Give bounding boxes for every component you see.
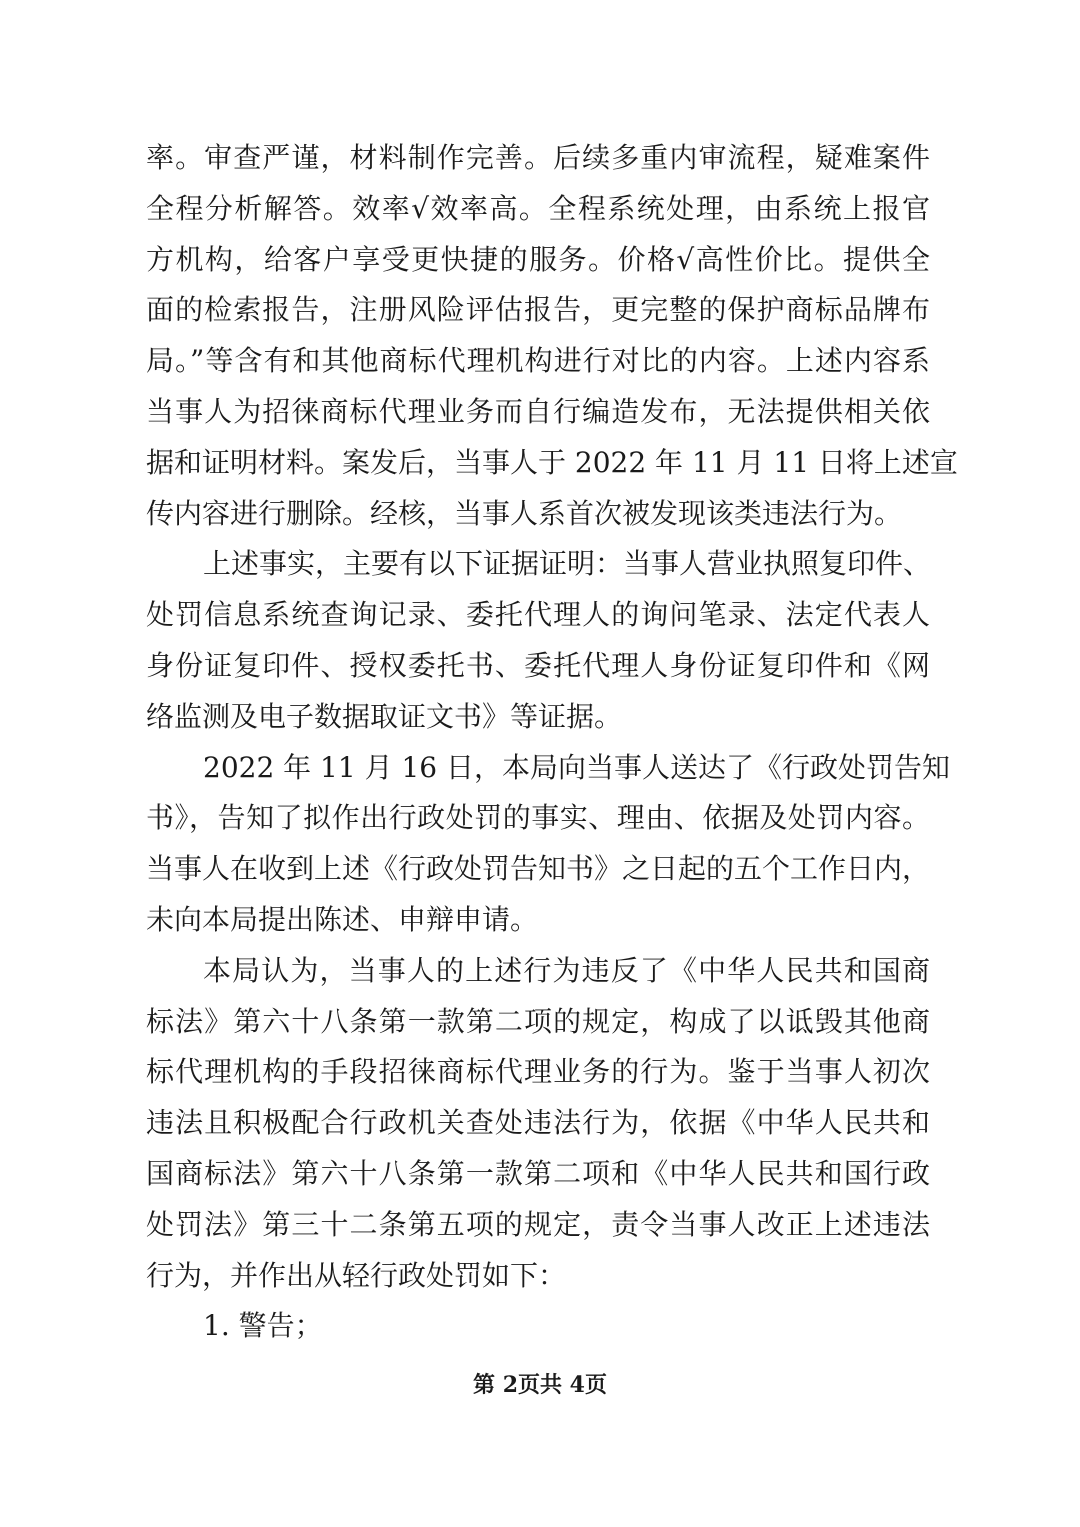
text-line: 未向本局提出陈述、申辩申请。 <box>146 902 539 936</box>
text-line: 面的检索报告，注册风险评估报告，更完整的保护商标品牌布 <box>146 293 930 327</box>
text-line: 率。审查严谨，材料制作完善。后续多重内审流程，疑难案件 <box>146 141 930 174</box>
text-line: 上述事实，主要有以下证据证明：当事人营业执照复印件、 <box>203 547 932 581</box>
text-line: 据和证明材料。案发后，当事人于 2022 年 11 月 11 日将上述宣 <box>146 445 958 479</box>
text-line: 处罚法》第三十二条第五项的规定，责令当事人改正上述违法 <box>146 1207 930 1241</box>
list-item: 1. 警告； <box>203 1309 323 1343</box>
text-line: 行为，并作出从轻行政处罚如下： <box>146 1258 567 1292</box>
text-line: 全程分析解答。效率√效率高。全程系统处理，由系统上报官 <box>146 191 930 225</box>
text-line: 标法》第六十八条第一款第二项的规定，构成了以诋毁其他商 <box>146 1004 930 1038</box>
text-line: 国商标法》第六十八条第一款第二项和《中华人民共和国行政 <box>146 1156 930 1190</box>
text-line: 局。”等含有和其他商标代理机构进行对比的内容。上述内容系 <box>146 344 930 378</box>
text-line: 当事人在收到上述《行政处罚告知书》之日起的五个工作日内， <box>146 852 931 886</box>
text-line: 当事人为招徕商标代理业务而自行编造发布，无法提供相关依 <box>146 394 930 428</box>
text-line: 传内容进行删除。经核，当事人系首次被发现该类违法行为。 <box>146 496 903 530</box>
text-line: 身份证复印件、授权委托书、委托代理人身份证复印件和《网 <box>146 648 930 682</box>
text-line: 处罚信息系统查询记录、委托代理人的询问笔录、法定代表人 <box>146 598 930 632</box>
text-line: 2022 年 11 月 16 日，本局向当事人送达了《行政处罚告知 <box>203 750 951 784</box>
text-line: 本局认为，当事人的上述行为违反了《中华人民共和国商 <box>203 953 930 987</box>
text-line: 书》，告知了拟作出行政处罚的事实、理由、依据及处罚内容。 <box>146 801 930 835</box>
page-number-footer: 第 2页共 4页 <box>473 1372 607 1398</box>
text-line: 络监测及电子数据取证文书》等证据。 <box>146 699 623 733</box>
text-line: 违法且积极配合行政机关查处违法行为，依据《中华人民共和 <box>146 1106 930 1140</box>
text-line: 标代理机构的手段招徕商标代理业务的行为。鉴于当事人初次 <box>146 1055 930 1089</box>
document-body <box>146 133 958 1352</box>
text-line: 方机构，给客户享受更快捷的服务。价格√高性价比。提供全 <box>146 242 930 276</box>
